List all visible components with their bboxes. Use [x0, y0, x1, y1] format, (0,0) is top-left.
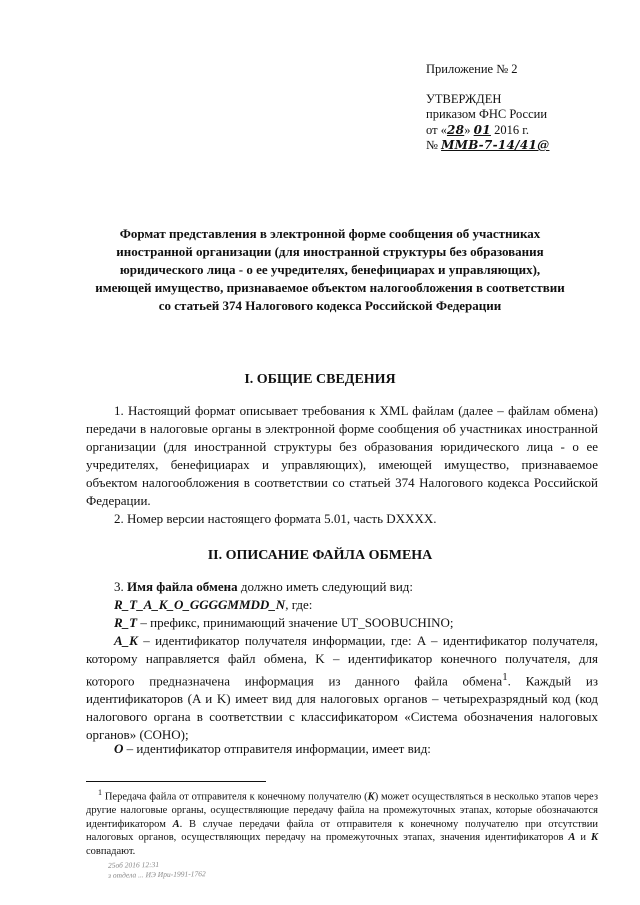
date-day: 28: [446, 122, 465, 137]
section-1-heading: I. ОБЩИЕ СВЕДЕНИЯ: [244, 372, 396, 387]
footnote-divider: [86, 781, 266, 782]
approved-label: УТВЕРЖДЕН: [426, 91, 502, 106]
paragraph-1: 1. Настоящий формат описывает требования к XML файлам (далее – файлам обмена) передачи в налоговые органы в электронной форме сообщения об участниках иностранной организации (для иностранной структуры без образования юридического лица - о ее учредителях, бенефициарах и управляющих), имеющей имущество, признаваемое объектом налогообложения в соответствии со статьей 374 Налогового кодекса Российской Федерации.: [86, 403, 598, 508]
appendix-label: Приложение № 2: [426, 62, 518, 76]
order-number: № ММВ-7-14/41@: [426, 138, 550, 152]
file-name-pattern: R_T_A_K_O_GGGGMMDD_N, где:: [114, 597, 313, 612]
footnote-ref: 1: [502, 671, 508, 683]
paragraph-3: 3. Имя файла обмена должно иметь следующий вид:: [114, 579, 414, 594]
paragraph-prefix: R_T – префикс, принимающий значение UT_SOOBUCHINO;: [114, 615, 454, 630]
order-date: от «28» 01 2016 г.: [426, 122, 530, 137]
section-2-heading: II. ОПИСАНИЕ ФАЙЛА ОБМЕНА: [207, 548, 433, 563]
footnote: $^1$ Передача файла от отправителя к конечному получателю (K) может осуществляться в несколько этапов через другие налоговые органы, осуществляющие передачу файла на промежуточных этапах, которые обозначаются идентификатором A. В случае передачи файла от отправителя к конечному получателю при отсутствии налоговых органов, осуществляющих передачу на промежуточных этапах, значения идентификаторов A и K совпадают.: [86, 788, 598, 857]
order-number-value: ММВ-7-14/41@: [441, 138, 550, 152]
paragraph-sender-id: O – идентификатор отправителя информации, имеет вид:: [114, 741, 431, 756]
date-month: 01: [473, 122, 491, 137]
scan-marks: 25об 2016 12:31 з отдела ... ИЭ Ири-1991-1762: [107, 859, 206, 880]
paragraph-receiver-id: A_K – идентификатор получателя информации, где: A – идентификатор получателя, которому направляется файл обмена, K – идентификатор конечного получателя, для которого предназначена информация из данного файла обмена$^1$. Каждый из идентификаторов (A и K) имеет вид для налоговых органов – четырехразрядный код (код налогового органа в соответствии с классификатором «Система обозначения налоговых органов» (СОНО);: [86, 633, 598, 743]
approval-stamp: [426, 62, 549, 154]
order-line: приказом ФНС России: [426, 107, 548, 121]
document-title: Формат представления в электронной форме сообщения об участниках иностранной организации (для иностранной структуры без образования юридического лица - о ее учредителях, бенефициарах и управляющих), имеющей имущество, признаваемое объектом налогообложения в соответствии со статьей 374 Налогового кодекса Российской Федерации: [95, 226, 565, 313]
paragraph-2: 2. Номер версии настоящего формата 5.01, часть DXXXX.: [114, 511, 437, 526]
